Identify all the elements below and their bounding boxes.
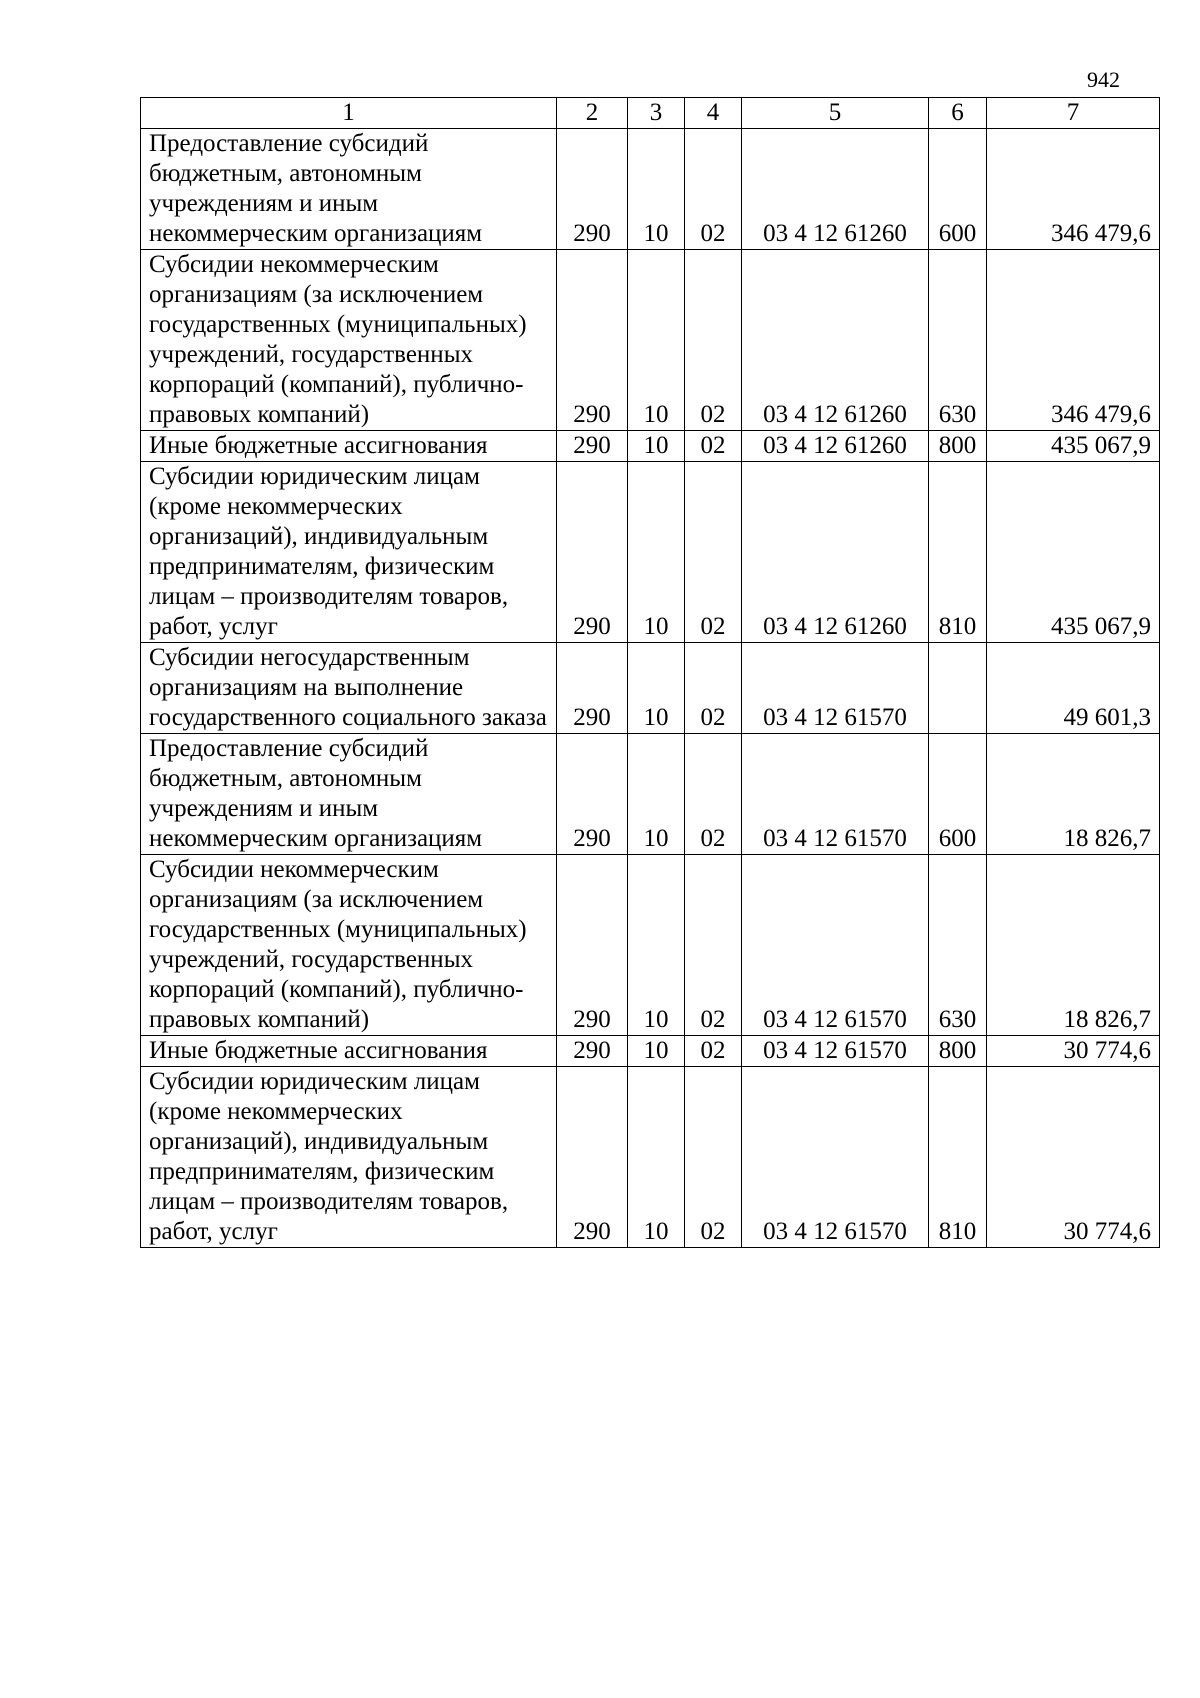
row-col-4-cell: 02 <box>685 1036 742 1067</box>
table-body <box>141 129 1160 1248</box>
row-col-5-cell: 03 4 12 61570 <box>742 643 929 734</box>
row-col-3-cell: 10 <box>628 462 685 643</box>
row-name-cell: Иные бюджетные ассигнования <box>141 431 557 462</box>
row-col-3-cell: 10 <box>628 643 685 734</box>
row-col-2-cell: 290 <box>557 462 628 643</box>
row-col-4-cell: 02 <box>685 431 742 462</box>
table-header <box>141 98 1160 129</box>
row-amount-cell: 435 067,9 <box>987 431 1160 462</box>
header-col-1: 1 <box>141 98 557 129</box>
row-col-3-cell: 10 <box>628 855 685 1036</box>
row-col-4-cell: 02 <box>685 462 742 643</box>
header-col-3: 3 <box>628 98 685 129</box>
table-row <box>141 250 1160 431</box>
header-col-7: 7 <box>987 98 1160 129</box>
row-name-cell: Предоставление субсидий бюджетным, автономным учреждениям и иным некоммерческим организациям <box>141 734 557 855</box>
header-col-2: 2 <box>557 98 628 129</box>
row-amount-cell: 18 826,7 <box>987 734 1160 855</box>
row-col-2-cell: 290 <box>557 250 628 431</box>
row-col-3-cell: 10 <box>628 734 685 855</box>
row-col-2-cell: 290 <box>557 643 628 734</box>
row-amount-cell: 30 774,6 <box>987 1067 1160 1248</box>
row-col-3-cell: 10 <box>628 129 685 250</box>
row-amount-cell: 49 601,3 <box>987 643 1160 734</box>
row-col-3-cell: 10 <box>628 1036 685 1067</box>
row-col-5-cell: 03 4 12 61570 <box>742 734 929 855</box>
row-col-6-cell: 600 <box>929 734 987 855</box>
row-name-cell: Субсидии негосударственным организациям на выполнение государственного социального заказа <box>141 643 557 734</box>
row-col-4-cell: 02 <box>685 734 742 855</box>
row-amount-cell: 30 774,6 <box>987 1036 1160 1067</box>
row-col-4-cell: 02 <box>685 643 742 734</box>
row-col-3-cell: 10 <box>628 250 685 431</box>
row-col-6-cell: 630 <box>929 250 987 431</box>
row-name-cell: Субсидии юридическим лицам (кроме некоммерческих организаций), индивидуальным предпринимателям, физическим лицам – производителям товаров, работ, услуг <box>141 1067 557 1248</box>
budget-table <box>140 97 1160 1248</box>
table-row <box>141 643 1160 734</box>
row-col-5-cell: 03 4 12 61260 <box>742 431 929 462</box>
row-col-5-cell: 03 4 12 61260 <box>742 462 929 643</box>
table-row <box>141 129 1160 250</box>
row-col-2-cell: 290 <box>557 431 628 462</box>
row-col-6-cell: 800 <box>929 431 987 462</box>
row-col-2-cell: 290 <box>557 734 628 855</box>
row-amount-cell: 18 826,7 <box>987 855 1160 1036</box>
row-col-4-cell: 02 <box>685 129 742 250</box>
page-number: 942 <box>1087 67 1120 92</box>
row-amount-cell: 346 479,6 <box>987 250 1160 431</box>
row-col-5-cell: 03 4 12 61570 <box>742 855 929 1036</box>
table-row <box>141 855 1160 1036</box>
row-col-4-cell: 02 <box>685 250 742 431</box>
header-col-6: 6 <box>929 98 987 129</box>
row-name-cell: Иные бюджетные ассигнования <box>141 1036 557 1067</box>
row-col-6-cell: 600 <box>929 129 987 250</box>
row-name-cell: Субсидии некоммерческим организациям (за исключением государственных (муниципальных) учреждений, государственных корпораций (компаний), публично-правовых компаний) <box>141 250 557 431</box>
row-col-6-cell <box>929 643 987 734</box>
row-col-2-cell: 290 <box>557 1067 628 1248</box>
row-col-5-cell: 03 4 12 61260 <box>742 129 929 250</box>
row-amount-cell: 346 479,6 <box>987 129 1160 250</box>
row-col-6-cell: 630 <box>929 855 987 1036</box>
row-col-5-cell: 03 4 12 61570 <box>742 1067 929 1248</box>
table-row <box>141 431 1160 462</box>
row-col-4-cell: 02 <box>685 1067 742 1248</box>
table-row <box>141 1067 1160 1248</box>
row-name-cell: Субсидии юридическим лицам (кроме некоммерческих организаций), индивидуальным предпринимателям, физическим лицам – производителям товаров, работ, услуг <box>141 462 557 643</box>
row-col-6-cell: 810 <box>929 1067 987 1248</box>
table-row <box>141 462 1160 643</box>
row-col-3-cell: 10 <box>628 1067 685 1248</box>
row-name-cell: Субсидии некоммерческим организациям (за исключением государственных (муниципальных) учреждений, государственных корпораций (компаний), публично-правовых компаний) <box>141 855 557 1036</box>
header-col-4: 4 <box>685 98 742 129</box>
row-col-5-cell: 03 4 12 61570 <box>742 1036 929 1067</box>
table-row <box>141 1036 1160 1067</box>
row-name-cell: Предоставление субсидий бюджетным, автономным учреждениям и иным некоммерческим организациям <box>141 129 557 250</box>
table-row <box>141 734 1160 855</box>
row-col-2-cell: 290 <box>557 129 628 250</box>
row-col-6-cell: 800 <box>929 1036 987 1067</box>
row-col-2-cell: 290 <box>557 1036 628 1067</box>
row-col-4-cell: 02 <box>685 855 742 1036</box>
header-col-5: 5 <box>742 98 929 129</box>
header-row <box>141 98 1160 129</box>
row-col-2-cell: 290 <box>557 855 628 1036</box>
row-amount-cell: 435 067,9 <box>987 462 1160 643</box>
row-col-6-cell: 810 <box>929 462 987 643</box>
row-col-5-cell: 03 4 12 61260 <box>742 250 929 431</box>
row-col-3-cell: 10 <box>628 431 685 462</box>
